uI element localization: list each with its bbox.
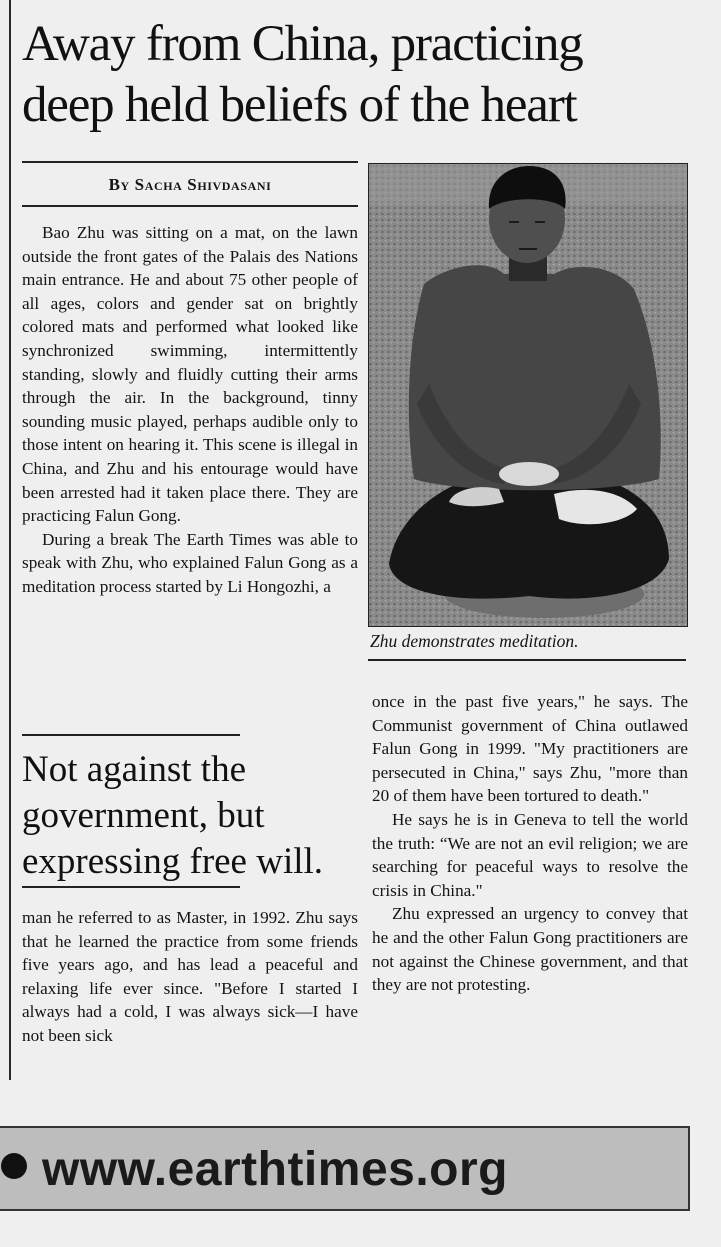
byline-bottom-rule <box>22 205 358 207</box>
paragraph: During a break The Earth Times was able to speak with Zhu, who explained Falun Gong as a meditation process started by Li Hongozhi, a <box>22 529 358 596</box>
pull-quote-bottom-rule <box>22 886 240 888</box>
caption-rule <box>368 659 686 661</box>
pull-quote: Not against the government, but expressing free will. <box>22 749 324 882</box>
bullet-icon <box>1 1153 27 1179</box>
pull-quote-top-rule <box>22 734 240 736</box>
article-column-2 <box>372 690 688 997</box>
headline-line-1: Away from China, practicing <box>22 16 583 72</box>
article-column-1-continued <box>22 906 358 1048</box>
photo-caption: Zhu demonstrates meditation. <box>370 631 579 651</box>
paragraph: He says he is in Geneva to tell the world the truth: “We are not an evil religion; we are searching for peaceful ways to resolve the crisis in China." <box>372 809 688 900</box>
paragraph: Bao Zhu was sitting on a mat, on the lawn outside the front gates of the Palais des Nations main entrance. He and about 75 other people of all ages, colors and gender sat on brightly colored mats and performed what looked like synchronized swimming, intermittently standing, slowly and fluidly cutting their arms through the air. In the background, tinny sounding music played, perhaps audible only to those intent on hearing it. This scene is illegal in China, and Zhu and his entourage would have been arrested had it taken place there. They are practicing Falun Gong. <box>22 223 358 526</box>
paragraph: once in the past five years," he says. The Communist government of China outlawed Falun Gong in 1999. "My practitioners are persecuted in China," says Zhu, "more than 20 of them have been tortured to death." <box>372 692 688 806</box>
headline-line-2: deep held beliefs of the heart <box>22 77 577 133</box>
column-divider <box>9 0 11 1080</box>
byline: By Sacha Shivdasani <box>108 175 272 194</box>
article-column-1 <box>22 221 358 599</box>
paragraph: man he referred to as Master, in 1992. Zhu says that he learned the practice from some friends five years ago, and has lead a peaceful and relaxing life ever since. "Before I started I always had a cold, I was always sick—I have not been sick <box>22 908 358 1045</box>
byline-top-rule <box>22 161 358 163</box>
website-url: www.earthtimes.org <box>42 1143 508 1196</box>
meditation-photo <box>368 163 688 627</box>
paragraph: Zhu expressed an urgency to convey that he and the other Falun Gong practitioners are not against the Chinese government, and that they are not protesting. <box>372 904 688 995</box>
headline <box>22 14 717 136</box>
